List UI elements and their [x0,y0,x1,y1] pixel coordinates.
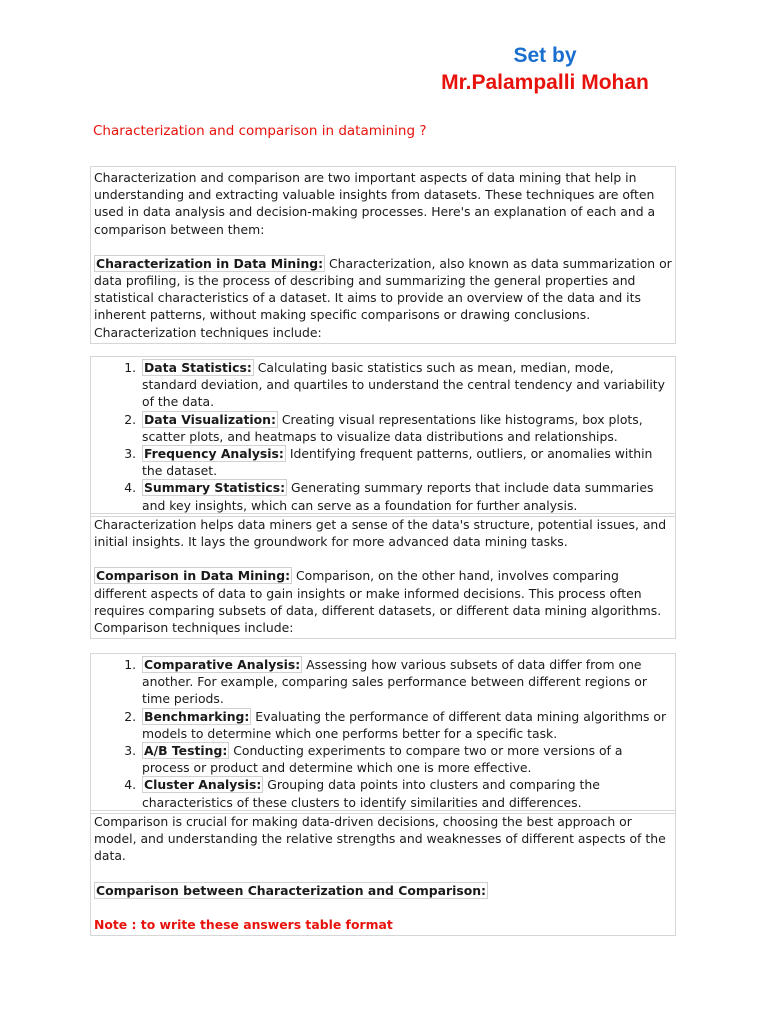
document-header [400,42,690,96]
closing-box [90,810,676,936]
list-item-text: Identifying frequent patterns, outliers, or anomalies within the dataset. [142,446,653,479]
list-item [140,411,672,445]
intro-paragraph: Characterization and comparison are two important aspects of data mining that help in understanding and extracting valuable insights from datasets. These techniques are often used in data analysis and decision-making processes. Here's an explanation of each and a comparison between them: [94,170,656,237]
list-item [140,776,672,810]
author-name: Mr.Palampalli Mohan [441,71,649,94]
list-item-term: Benchmarking: [144,708,250,724]
list-item-term: Summary Statistics: [144,480,286,496]
list-item-text: Conducting experiments to compare two or more versions of a process or product and determine which one is more effective. [142,743,623,776]
characterization-heading: Characterization in Data Mining: [96,255,324,271]
list-item-text: Assessing how various subsets of data differ from one another. For example, comparing sales performance between different regions or time periods. [142,657,647,707]
list-item [140,708,672,742]
list-item-text: Evaluating the performance of different data mining algorithms or models to determine which one performs better for a specific task. [142,708,667,741]
between-heading-text: Comparison between Characterization and Comparison: [96,882,487,898]
list-item-term: Cluster Analysis: [144,777,262,793]
list-item-term: Frequency Analysis: [144,446,284,462]
characterization-text: Characterization, also known as data summarization or data profiling, is the process of describing and summarizing the general properties and statistical characteristics of a dataset. It aims to provide an overview of the data and its inherent patterns, without making specific comparisons or drawing conclusions. Characterization techniques include: [94,255,672,340]
list-item [140,742,672,776]
set-by-label: Set by [513,44,577,67]
list-item-term: Data Visualization: [144,411,276,427]
list-item-text: Grouping data points into clusters and comparing the characteristics of these clusters to identify similarities and differences. [142,777,600,810]
table-format-note: Note : to write these answers table format [94,916,393,932]
list-item-text: Creating visual representations like histograms, box plots, scatter plots, and heatmaps to visualize data distributions and relationships. [142,411,643,444]
comparison-heading: Comparison in Data Mining: [96,568,291,584]
list-item [140,656,672,708]
comparison-list-box [90,653,676,814]
comparison-text: Comparison, on the other hand, involves comparing different aspects of data to gain insights or make informed decisions. This process often requires comparing subsets of data, different datasets, or different data mining algorithms. Comparison techniques include: [94,568,662,636]
comparison-list [94,656,672,811]
comparison-intro-box [90,513,676,639]
list-item-term: A/B Testing: [144,743,228,759]
characterization-summary: Characterization helps data miners get a sense of the data's structure, potential issues, and initial insights. It lays the groundwork for more advanced data mining tasks. [94,517,667,550]
characterization-list-box [90,356,676,517]
list-item-term: Comparative Analysis: [144,657,301,672]
intro-box [90,166,676,344]
list-item [140,359,672,411]
comparison-paragraph [94,567,672,636]
characterization-paragraph [94,255,672,341]
between-heading [94,882,672,899]
comparison-summary: Comparison is crucial for making data-driven decisions, choosing the best approach or model, and understanding the relative strengths and weaknesses of different aspects of the data. [94,814,666,864]
list-item-term: Data Statistics: [144,360,252,375]
list-item-text: Generating summary reports that include data summaries and key insights, which can serve as a foundation for further analysis. [142,480,654,513]
list-item [140,479,672,513]
list-item-text: Calculating basic statistics such as mean, median, mode, standard deviation, and quartiles to understand the central tendency and variability of the data. [142,360,665,410]
characterization-list [94,359,672,514]
list-item [140,445,672,479]
question-title: Characterization and comparison in datamining ? [93,123,427,139]
